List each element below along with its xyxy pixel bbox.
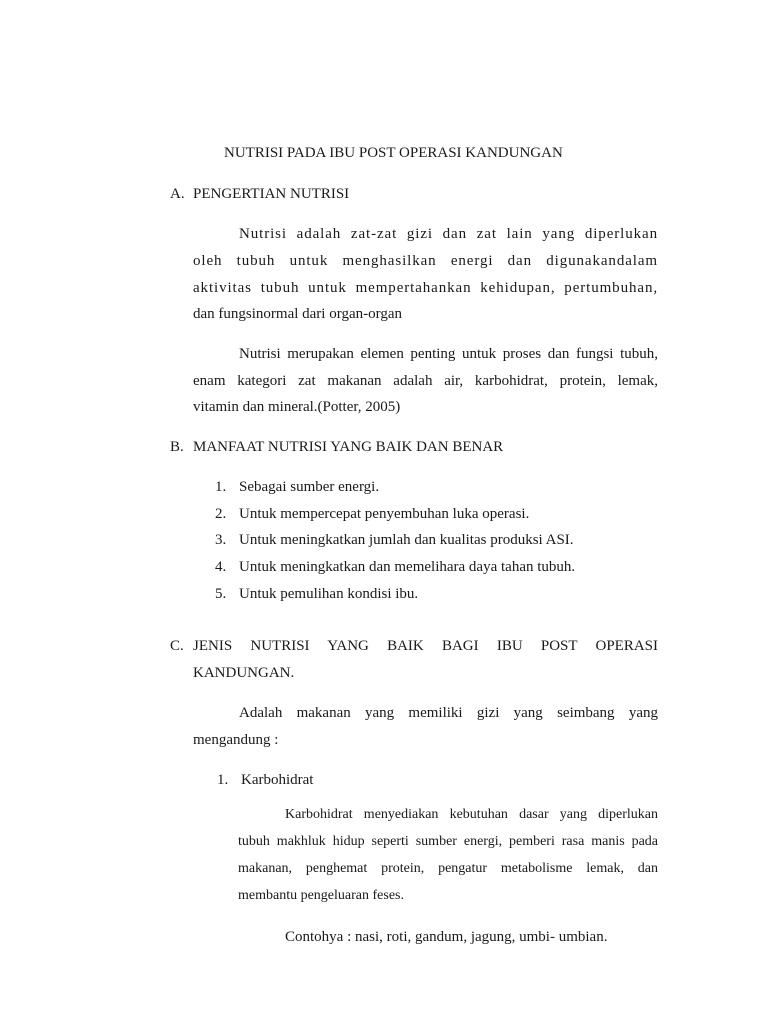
section-c-heading bbox=[170, 638, 658, 655]
section-a-para1-line: aktivitas tubuh untuk mempertahankan kehidupan, pertumbuhan, bbox=[193, 280, 658, 296]
karbohidrat-para-line: tubuh makhluk hidup seperti sumber energi, pemberi rasa manis pada bbox=[238, 834, 658, 849]
section-a-para2-line: Nutrisi merupakan elemen penting untuk proses dan fungsi tubuh, bbox=[239, 346, 658, 362]
section-a-letter: A. bbox=[170, 186, 185, 202]
subsection-number: 1. bbox=[217, 772, 229, 788]
list-item-text: Untuk meningkatkan jumlah dan kualitas produksi ASI. bbox=[239, 532, 574, 548]
karbohidrat-para-line: membantu pengeluaran feses. bbox=[238, 888, 404, 903]
list-item-number: 2. bbox=[215, 506, 227, 522]
section-c-title-line1: JENIS NUTRISI YANG BAIK BAGI IBU POST OPERASI bbox=[193, 638, 658, 654]
list-item-number: 5. bbox=[215, 586, 227, 602]
list-item bbox=[215, 532, 574, 549]
section-c-title-line2: KANDUNGAN. bbox=[193, 665, 295, 681]
section-c-intro-line: mengandung : bbox=[193, 732, 279, 748]
section-b-heading bbox=[170, 439, 503, 456]
section-c-letter: C. bbox=[170, 638, 184, 654]
section-a-para2-line: enam kategori zat makanan adalah air, karbohidrat, protein, lemak, bbox=[193, 373, 658, 389]
list-item bbox=[215, 479, 379, 496]
karbohidrat-para-line: Karbohidrat menyediakan kebutuhan dasar yang diperlukan bbox=[285, 807, 658, 822]
section-c-intro-line: Adalah makanan yang memiliki gizi yang seimbang yang bbox=[239, 705, 658, 721]
section-a-title: PENGERTIAN NUTRISI bbox=[193, 186, 350, 202]
section-a-para2-line: vitamin dan mineral.(Potter, 2005) bbox=[193, 399, 401, 415]
section-b-letter: B. bbox=[170, 439, 184, 455]
list-item-text: Untuk meningkatkan dan memelihara daya tahan tubuh. bbox=[239, 559, 576, 575]
karbohidrat-example: Contohya : nasi, roti, gandum, jagung, umbi- umbian. bbox=[285, 929, 608, 945]
section-a-heading bbox=[170, 186, 349, 203]
section-a-para1-line: Nutrisi adalah zat-zat gizi dan zat lain yang diperlukan bbox=[239, 226, 658, 242]
section-a-para1-line: oleh tubuh untuk menghasilkan energi dan digunakandalam bbox=[193, 253, 658, 269]
list-item-text: Sebagai sumber energi. bbox=[239, 479, 380, 495]
list-item-number: 4. bbox=[215, 559, 227, 575]
document-title: NUTRISI PADA IBU POST OPERASI KANDUNGAN bbox=[224, 145, 563, 161]
list-item bbox=[215, 506, 529, 523]
list-item-text: Untuk pemulihan kondisi ibu. bbox=[239, 586, 419, 602]
list-item bbox=[215, 586, 418, 603]
section-b-title: MANFAAT NUTRISI YANG BAIK DAN BENAR bbox=[193, 439, 504, 455]
list-item bbox=[215, 559, 575, 576]
section-a-para1-line: dan fungsinormal dari organ-organ bbox=[193, 306, 402, 322]
list-item-text: Untuk mempercepat penyembuhan luka operasi. bbox=[239, 506, 530, 522]
list-item-number: 3. bbox=[215, 532, 227, 548]
subsection-heading bbox=[217, 772, 313, 789]
subsection-title: Karbohidrat bbox=[241, 772, 314, 788]
list-item-number: 1. bbox=[215, 479, 227, 495]
karbohidrat-para-line: makanan, penghemat protein, pengatur metabolisme lemak, dan bbox=[238, 861, 658, 876]
